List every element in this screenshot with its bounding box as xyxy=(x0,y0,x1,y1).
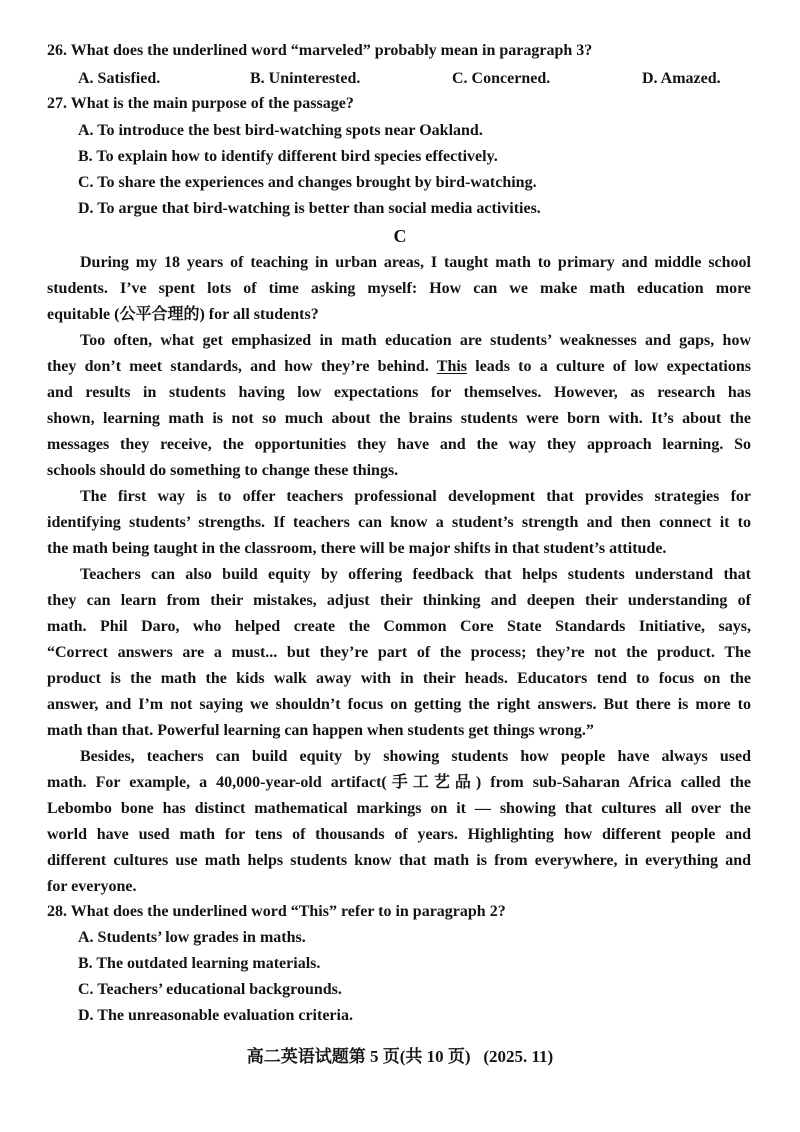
p3-line-3: the math being taught in the classroom, there will be major shifts in that student’s attitude. xyxy=(47,540,667,557)
q28-option-c: C. Teachers’ educational backgrounds. xyxy=(78,981,342,998)
q27-option-d: D. To argue that bird-watching is better than social media activities. xyxy=(78,200,541,217)
p4-line-3: math. Phil Daro, who helped create the Common Core State Standards Initiative, says, xyxy=(47,618,751,635)
page-footer: 高二英语试题第 5 页(共 10 页) (2025. 11) xyxy=(246,1047,554,1066)
p4-line-2: they can learn from their mistakes, adjust their thinking and deepen their understanding of xyxy=(47,592,751,609)
p2-line-4: shown, learning math is not so much about the brains students were born with. It’s about the xyxy=(47,410,751,427)
p1-line-1: During my 18 years of teaching in urban areas, I taught math to primary and middle school xyxy=(80,254,751,271)
p2-line-2-post: leads to a culture of low expectations xyxy=(467,358,751,375)
q26-option-c: C. Concerned. xyxy=(452,70,551,87)
p4-line-6: answer, and I’m not saying we shouldn’t focus on getting the right answers. But there is more to xyxy=(47,696,751,713)
q27-option-b: B. To explain how to identify different bird species effectively. xyxy=(78,148,498,165)
q28-option-a: A. Students’ low grades in maths. xyxy=(78,929,306,946)
section-title: C xyxy=(393,226,407,246)
p5-line-6: for everyone. xyxy=(47,878,137,895)
q26-option-d: D. Amazed. xyxy=(642,70,721,87)
q28-option-b: B. The outdated learning materials. xyxy=(78,955,321,972)
p5-line-3: Lebombo bone has distinct mathematical markings on it — showing that cultures all over the xyxy=(47,800,751,817)
p5-line-1: Besides, teachers can build equity by showing students how people have always used xyxy=(80,748,751,765)
p4-line-7: math than that. Powerful learning can happen when students get things wrong.” xyxy=(47,722,594,739)
p2-line-1: Too often, what get emphasized in math education are students’ weaknesses and gaps, how xyxy=(80,332,751,349)
q27-option-c: C. To share the experiences and changes brought by bird-watching. xyxy=(78,174,537,191)
p4-line-5: product is the math the kids walk away with in their heads. Educators tend to focus on the xyxy=(47,670,751,687)
q28-option-d: D. The unreasonable evaluation criteria. xyxy=(78,1007,353,1024)
p5-line-5: different cultures use math helps students know that math is from everywhere, in everything and xyxy=(47,852,751,869)
p5-line-2: math. For example, a 40,000-year-old artifact(手工艺品) from sub-Saharan Africa called the xyxy=(47,774,751,791)
p3-line-2: identifying students’ strengths. If teachers can know a student’s strength and then connect it to xyxy=(47,514,751,531)
p1-line-3: equitable (公平合理的) for all students? xyxy=(47,306,319,323)
p2-line-2 xyxy=(47,357,751,377)
p2-line-6: schools should do something to change these things. xyxy=(47,462,399,479)
p1-line-2: students. I’ve spent lots of time asking myself: How can we make math education more xyxy=(47,280,751,297)
q26-option-a: A. Satisfied. xyxy=(78,70,161,87)
underlined-word-this: This xyxy=(436,358,468,375)
question-28: 28. What does the underlined word “This” refer to in paragraph 2? xyxy=(47,903,506,920)
p5-line-4: world have used math for tens of thousands of years. Highlighting how different people and xyxy=(47,826,751,843)
q26-option-b: B. Uninterested. xyxy=(250,70,361,87)
p3-line-1: The first way is to offer teachers professional development that provides strategies for xyxy=(80,488,751,505)
p2-line-5: messages they receive, the opportunities they have and the way they approach learning. So xyxy=(47,436,751,453)
q27-option-a: A. To introduce the best bird-watching spots near Oakland. xyxy=(78,122,483,139)
question-27: 27. What is the main purpose of the passage? xyxy=(47,95,354,112)
p2-line-3: and results in students having low expectations for themselves. However, as research has xyxy=(47,384,751,401)
p4-line-4: “Correct answers are a must... but they’re part of the process; they’re not the product. The xyxy=(47,644,751,661)
p2-line-2-pre: they don’t meet standards, and how they’re behind. xyxy=(47,358,437,375)
question-26: 26. What does the underlined word “marveled” probably mean in paragraph 3? xyxy=(47,42,593,59)
p4-line-1: Teachers can also build equity by offering feedback that helps students understand that xyxy=(80,566,751,583)
